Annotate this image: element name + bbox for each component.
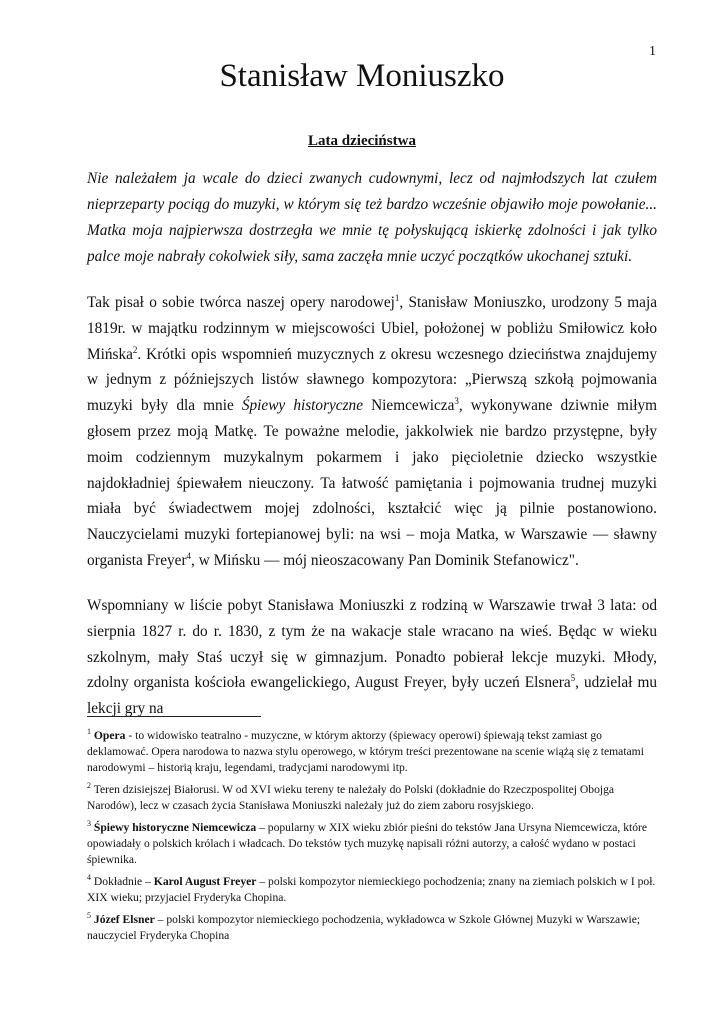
footnote-number: 1	[87, 727, 91, 737]
italic-title: Śpiewy historyczne	[241, 397, 363, 415]
footnote-ref-5[interactable]: 5	[570, 673, 576, 684]
footnote-text: – polski kompozytor niemieckiego pochodzenia, wykładowca w Szkole Głównej Muzyki w Warszawie; nauczyciel Fryderyka Chopina	[87, 913, 641, 942]
paragraph-text: . Krótki opis wspomnień muzycznych z okresu wczesnego dzieciństwa znajdujemy w jednym z późniejszych listów sławnego kompozytora: „Pierwszą szkołą pojmowania muzyki były dla mnie	[87, 345, 657, 415]
footnote-ref-2[interactable]: 2	[132, 344, 138, 355]
footnote-1	[87, 728, 657, 776]
footnote-number: 3	[87, 819, 91, 829]
paragraph-text: Tak pisał o sobie twórca naszej opery narodowej	[87, 294, 395, 311]
paragraph-text: , udzielał mu lekcji gry na	[87, 674, 657, 718]
body-paragraph-2	[87, 593, 657, 722]
footnote-number: 4	[87, 873, 91, 883]
footnote-text: Dokładnie –	[91, 875, 154, 888]
footnote-number: 2	[87, 781, 91, 791]
paragraph-text: Niemcewicza	[363, 397, 455, 415]
footnote-5	[87, 912, 657, 944]
paragraph-text: , w Mińsku — mój nieoszacowany Pan Dominik Stefanowicz".	[191, 551, 579, 569]
document-title: Stanisław Moniuszko	[219, 58, 505, 94]
footnote-text: – polski kompozytor niemieckiego pochodzenia; znany na ziemiach polskich w I poł. XIX wieku; przyjaciel Fryderyka Chopina.	[87, 875, 656, 904]
footnote-text: – popularny w XIX wieku zbiór pieśni do tekstów Jana Ursyna Niemcewicza, które opowiadały o polskich królach i władcach. Do tekstów tych muzykę napisali różni autorzy, a całość wydano w postaci śpiewnika.	[87, 821, 648, 866]
footnote-ref-4[interactable]: 4	[186, 550, 192, 561]
section-heading: Lata dzieciństwa	[308, 133, 416, 149]
footnote-3	[87, 820, 657, 868]
footnote-text: - to widowisko teatralno - muzyczne, w którym aktorzy (śpiewacy operowi) śpiewają tekst zamiast go deklamować. Opera narodowa to nazwa stylu operowego, w którym treści prezentowane na scenie wiążą się z tematami narodowymi – historią kraju, legendami, tradycjami narodowymi itp.	[87, 729, 644, 774]
footnote-text: Teren dzisiejszej Białorusi. W od XVI wieku tereny te należały do Polski (dokładnie do Rzeczpospolitej Obojga Narodów), lecz w czasach życia Stanisława Moniuszki należały już do ziem zaboru rosyjskiego.	[87, 783, 615, 812]
page-number: 1	[649, 44, 656, 59]
footnote-term: Śpiewy historyczne Niemcewicza	[93, 821, 257, 834]
body-paragraph-1	[87, 290, 657, 574]
footnote-term: Opera	[93, 729, 126, 742]
footnote-2	[87, 782, 657, 814]
paragraph-text: Wspomniany w liście pobyt Stanisława Moniuszki z rodziną w Warszawie trwał 3 lata: od sierpnia 1827 r. do r. 1830, z tym że na wakacje stale wracano na wieś. Będąc w wieku szkolnym, mały Staś uczył się w gimnazjum. Ponadto pobierał lekcje muzyki. Młody, zdolny organista kościoła ewangelickiego, August Freyer, były uczeń Elsnera	[87, 597, 657, 692]
footnote-ref-3[interactable]: 3	[454, 396, 459, 407]
footnote-separator	[87, 716, 261, 717]
epigraph-quote: Nie należałem ja wcale do dzieci zwanych cudownymi, lecz od najmłodszych lat czułem nieprzeparty pociąg do muzyki, w którym się też bardzo wcześnie objawiło moje powołanie... Matka moja najpierwsza dostrzegła we mnie tę połyskującą iskierkę zdolności i jak tylko palce moje nabrały cokolwiek siły, sama zaczęła mnie uczyć początków ukochanej sztuki.	[87, 170, 657, 265]
footnote-4	[87, 874, 657, 906]
footnotes-section	[87, 728, 657, 950]
paragraph-text: , Stanisław Moniuszko, urodzony 5 maja 1819r. w majątku rodzinnym w miejscowości Ubiel, położonej w pobliżu Smiłowicz koło Mińska	[87, 294, 657, 363]
footnote-ref-1[interactable]: 1	[394, 292, 400, 303]
footnote-number: 5	[87, 911, 91, 921]
footnote-term: Józef Elsner	[93, 913, 155, 926]
paragraph-text: , wykonywane dziwnie miłym głosem przez moją Matkę. Te poważne melodie, jakkolwiek nie bardzo przystępne, były moim codziennym muzykalnym pokarmem i jako pięcioletnie dziecko wszystkie najdokładniej śpiewałem nieuczony. Ta łatwość pamiętania i pojmowania trudnej muzyki miała być świadectwem mojej zdolności, kształcić więc ją pilnie postanowiono. Nauczycielami muzyki fortepianowej byli: na wsi – moja Matka, w Warszawie — sławny organista Freyer	[87, 397, 657, 569]
footnote-term: Karol August Freyer	[153, 875, 257, 888]
